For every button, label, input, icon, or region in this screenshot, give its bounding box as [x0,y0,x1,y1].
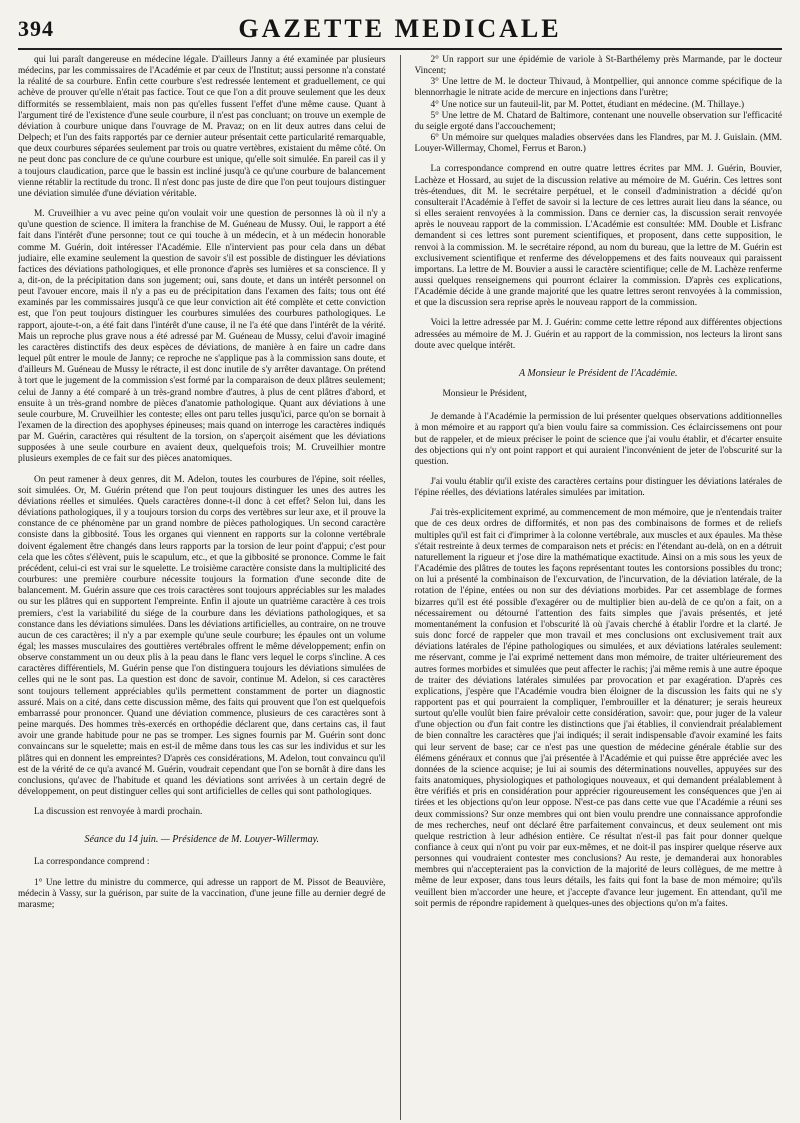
session-heading: Séance du 14 juin. — Présidence de M. Louyer-Willermay. [84,834,319,846]
letter-heading: A Monsieur le Président de l'Académie. [518,367,678,379]
paragraph: Voici la lettre adressée par M. J. Guérin: comme cette lettre répond aux différentes objections adressées au mémoire de M. J. Guérin et au rapport de la commission, nos lecteurs la liront sans doute avec quelque intérêt. [414,318,782,351]
list-item: 2° Un rapport sur une épidémie de variole à St-Barthélemy près Marmande, par le docteur Vincent; [414,55,782,77]
paragraph: J'ai voulu établir qu'il existe des caractères certains pour distinguer les déviations latérales de l'épine réelles, des déviations latérales simulées par imitation. [414,477,782,499]
left-column [18,55,386,1120]
list-item: 3° Une lettre de M. le docteur Thivaud, à Montpellier, qui annonce comme spécifique de la blennorrhagie le nitrate acide de mercure en injections dans l'urètre; [414,77,782,99]
paragraph: Je demande à l'Académie la permission de lui présenter quelques observations additionnelles à mon mémoire et au rapport qu'a bien voulu faire sa commission. Ces éclaircissemens ont pour but de rappeler, et de mieux préciser le point de science que j'ai voulu établir, et d'écarter ensuite des objections qui n'y ont point rapport et qui auraient l'inconvénient de jeter de l'obscurité sur la question. [414,412,782,467]
paragraph: La discussion est renvoyée à mardi prochain. [34,807,203,818]
list-item: 6° Un mémoire sur quelques maladies observées dans les Flandres, par M. J. Guislain. (MM. Louyer-Willermay, Chomel, Ferrus et Baron.) [414,133,782,155]
letter-greeting: Monsieur le Président, [442,389,527,400]
column-divider [400,55,401,1120]
paragraph: On peut ramener à deux genres, dit M. Adelon, toutes les courbures de l'épine, soit réelles, soit simulées. Or, M. Guérin prétend que l'on peut toujours distinguer les unes des autres les déviations réelles et simulées. Quels caractères donne-t-il donc à cet effet? Selon lui, dans les déviations pathologiques, il y a toujours torsion du corps des vertèbres sur leur axe, et il prouve la constance de ce phénomène par un grand nombre de pièces pathologiques. Un second caractère consiste dans la gibbosité. Tous les organes qui viennent en rapports sur la colonne vertébrale doivent également être changés dans leurs rapports par la torsion de leur point d'appui; c'est pour cela que les côtes s'élèvent, puis le scapulum, etc., et que la gibbosité se prononce. Comme le fait précédent, celui-ci est vrai sur le squelette. Le troisième caractère consiste dans la multiplicité des courbures: une première courbure nécessite toujours la formation d'une seconde dite de balancement. M. Guérin assure que ces trois caractères sont toujours appréciables sur les malades ou sur les plâtres qui en supportent l'empreinte. Enfin il ajoute un quatrième caractère à ces trois premiers, c'est la variabilité du siége de la courbure dans les déviations pathologiques, et sa constance dans les déviations simulées. Dans les déviations artificielles, au contraire, on ne trouve aucun de ces caractères; il n'y a par exemple qu'une seule courbure; les épaules ont un volume égal; les masses musculaires des gouttières vertébrales offrent le même développement; enfin on observe constamment un ou deux plis à la peau dans le flanc vers lequel le corps s'incline. A ces caractères différentiels, M. Guérin pense que l'on distinguera toujours les déviations simulées de celles qui ne le sont pas. La question est donc de savoir, continue M. Adelon, si ces caractères sont toujours tellement appréciables qu'ils permettent constamment de porter un diagnostic assuré. Mais on a cité, dans cette discussion même, des faits qui prouvent que l'on est quelquefois embarrassé pour prononcer. Quand une déviation commence, plusieurs de ces caractères sont à peine marqués. Des hommes très-exercés en orthopédie déclarent que, dans certains cas, il faut avoir une grande habitude pour ne pas se tromper. Les signes fournis par M. Guérin sont donc convaincans sur le squelette; mais en est-il de même dans tous les cas sur les individus et sur les plâtres qui en donnent les empreintes? D'après ces considérations, M. Adelon, tout convaincu qu'il est de la vérité de ce qu'a avancé M. Guérin, voudrait cependant que l'on se bornât à dire dans les conclusions, qu'avec de l'habitude et quand les déviations sont arrivées à un certain degré de développement, on peut distinguer celles qui sont artificielles de celles qui sont pathologiques. [18,474,386,797]
right-column [415,55,783,1120]
paragraph: La correspondance comprend en outre quatre lettres écrites par MM. J. Guérin, Bouvier, Lachèze et Hossard, au sujet de la discussion relative au mémoire de M. Guérin. Ces lettres sont très-étendues, dit M. le secrétaire perpétuel, et le conseil d'administration a décidé qu'on consulterait l'Académie à l'effet de savoir si la lecture de ces lettres aurait lieu dans la séance, ou si elles seraient renvoyées à la commission. Dans ce dernier cas, la discussion serait renvoyée après le nouveau rapport de la commission. L'Académie est consultée: MM. Double et Lisfranc demandent si ces lettres sont purement scientifiques, et proposent, dans cette supposition, le renvoi à la commission. M. le secrétaire répond, au nom du bureau, que la lettre de M. Guérin est exclusivement scientifique et renferme des développemens et des faits nouveaux qui paraissent importans. La lettre de M. Bouvier a aussi le caractère scientifique; celle de M. Lachèze renferme aussi quelques renseignemens qui pourront éclairer la commission. D'après ces explications, l'Académie décide à une grande majorité que les quatre lettres seront renvoyées à la commission, et que la discussion sera reprise après le nouveau rapport de la commission. [414,164,782,309]
paragraph: qui lui paraît dangereuse en médecine légale. D'ailleurs Janny a été examinée par plusieurs médecins, par les commissaires de l'Académie et par ceux de l'Institut; aussi personne n'a constaté la réalité de sa courbure. Enfin cette courbure s'est redressée lentement et graduellement, ce qui achève de prouver qu'elle n'était pas factice. Tout ce que l'on a dit prouve seulement que les deux difformités se ressemblaient, mais non pas qu'elles fussent l'effet d'une même cause. Quant à l'argument tiré de l'existence d'une seule courbure, il n'est pas concluant; on trouve un exemple de déviation à courbure unique dans l'ouvrage de M. Pravaz; on en lit deux autres dans celui de Delpech; et l'un des faits rapportés par ce dernier auteur présentait cette particularité remarquable, que deux courbures séparées seulement par trois ou quatre vertèbres, existaient du même côté. On ne peut donc pas conclure de ce qu'une courbure est unique, qu'elle soit simulée. En pareil cas il y a toujours claudication, parce que le bassin est incliné jusqu'à ce qu'une courbure de balancement vienne rétablir la rectitude du tronc. Il n'est donc pas juste de dire que l'on peut toujours distinguer une déviation simulée d'une déviation véritable. [18,55,386,199]
page-header [18,14,782,50]
list-item: 5° Une lettre de M. Chatard de Baltimore, contenant une nouvelle observation sur l'efficacité du seigle ergoté dans l'accouchement; [414,110,782,132]
journal-title: GAZETTE MEDICALE [238,14,562,43]
paragraph: La correspondance comprend : [34,857,150,868]
list-item: 1° Une lettre du ministre du commerce, qui adresse un rapport de M. Pissot de Beauvière, médecin à Vassy, sur la guérison, par suite de la vaccination, d'une jeune fille au dernier degré de marasme; [18,877,386,910]
list-item: 4° Une notice sur un fauteuil-lit, par M. Pottet, étudiant en médecine. (M. Thillaye.) [430,99,745,110]
paragraph: M. Cruveilhier a vu avec peine qu'on voulait voir une question de personnes là où il n'y a qu'une question de science. Il imitera la franchise de M. Guéneau de Mussy. Oui, le rapport a été fait dans l'intérêt d'une personne; tout ce qui touche à un médecin, et à un médecin honorable comme M. Guérin, doit intéresser l'Académie. Elle n'intervient pas pour cela dans un débat judiaire, elle examine seulement la question de savoir s'il est possible de distinguer les déviations factices des déviations pathologiques, et elle prononce d'après ses lumières et sa conscience. Il y a, dit-on, de la précipitation dans son jugement; oui, sans doute, et dans un intérêt personnel on peut l'avouer encore, mais il n'y a pas eu de précipitation dans l'examen des faits; tous ont été examinés par les commissaires jusqu'à ce que leur conviction ait été complète et cette conviction est, que l'on peut toujours distinguer les courbures simulées des courbures pathologiques. Le rapport, ajoute-t-on, a été fait dans l'intérêt d'une cause, il ne l'a été que dans l'intérêt de la vérité. Mais un reproche plus grave nous a été adressé par M. Guéneau de Mussy, celui d'avoir imaginé les caractères distinctifs des deux espèces de déviations, de manière à en faire un cadre dans lequel pût entrer le moule de Janny; ce reproche ne s'applique pas à la commission sans doute, et d'ailleurs M. Guéneau de Mussy le rétracte, il est donc inutile de s'y arrêter davantage. On prétend à tort que le jugement de la commission s'est formé par la comparaison de deux plâtres seulement; celui de Janny a été comparé à un très-grand nombre d'autres, à plus de cent plâtres d'abord, et ensuite à un très-grand nombre de pièces d'anatomie pathologique. Quant aux déviations à une seule courbure, M. Cruveilhier les conteste; elles ont paru telles jusqu'ici, parce qu'on se bornait à l'examen de la direction des apophyses épineuses; mais quand on interroge les caractères indiqués par M. Guérin, caractères qui résultent de la torsion, on s'aperçoit aisément que les déviations supposées à une seule courbure en avaient deux, quelquefois trois; M. Cruveilhier montre plusieurs exemples de ce fait sur des pièces anatomiques. [18,209,386,465]
text-columns [18,55,782,1120]
paragraph: J'ai très-explicitement exprimé, au commencement de mon mémoire, que je n'entendais traiter que de ces deux ordres de difformités, et non pas des combinaisons de formes et de reliefs multiples qu'il est fait ci d'imprimer à la colonne vertébrale, aux muscles et aux épaules. Ma thèse s'était restreinte à deux termes de comparaison nets et précis: en l'étendant au-delà, on en a détruit naturellement la rigueur et j'ose dire la mathématique exactitude. Ainsi on a mis sous les yeux de l'Académie des plâtres de toutes les façons représentant toutes les contorsions possibles du tronc; on lui a présenté la combinaison de l'excurvation, de l'incurvation, de la déviation latérale, de la rotation de l'épine, entées ou non sur des déviations morbides. Par cet assemblage de formes bizarres qu'il est été possible d'exagérer ou de multiplier bien au-delà de ce qu'on a fait, on a nécessairement ou détourné l'attention des faits simples que j'avais présentés, et jeté momentanément la confusion et l'obscurité là où j'avais cherché à établir l'ordre et la clarté. Je suis donc forcé de rappeler que mon travail et mes conclusions ont exclusivement trait aux déviations latérales de l'épine pathologiques ou simulées, et aux déviations latérales seulement: me réservant, comme je l'ai exprimé nettement dans mon mémoire, de traiter ultérieurement des autres formes morbides et simulées que peut affecter le rachis; j'ai même remis à une autre époque de traiter des déviations latérales simulées par provocation et par exagération. D'après ces explications, j'espère que l'Académie voudra bien éloigner de la discussion les faits qui ne s'y rapportent pas et qui pourraient la compliquer, l'embrouiller et la dénaturer; je serais heureux surtout qu'elle voulût bien faire prévaloir cette considération, savoir: que, pour juger de la valeur d'une objection ou d'un fait contre les distinctions que j'ai établies, il conviendrait préalablement de bien connaître les caractères que j'ai indiqués; il serait indispensable d'avoir examiné les faits qui leur servent de base; car ce n'est pas une question de médecine générale établie sur des élémens généraux et connus que j'ai présentée à l'Académie et qui puisse être appréciée avec les données de la science acquise; je lui ai soumis des déterminations nouvelles, appuyées sur des faits anatomiques, physiologiques et pathologiques nouveaux, et qui demandent préalablement à être vérifiés et pris en considération pour apprécier rigoureusement les conséquences que j'en ai tirées et les objections qu'on leur oppose. N'est-ce pas dans cette vue que l'Académie a réuni ses deux commissions? Sur onze membres qui ont bien voulu prendre une connaissance approfondie de mes recherches, neuf ont déclaré être parfaitement convaincus, et deux seulement ont mis quelque restriction à leur adhésion entière. Ce résultat n'est-il pas fait pour donner quelque confiance à ceux qui n'ont pu voir par eux-mêmes, et ne doit-il pas inspirer quelque réserve aux personnes qui voudraient contester mes conclusions? Au reste, je demanderai aux honorables membres qui n'accepteraient pas la conviction de la majorité de leurs collègues, de me mettre à même de leur exposer, dans tous leurs détails, les faits qui font la base de mon mémoire; qu'ils veuillent bien m'accorder une heure, et j'accepte d'avance leur jugement. En attendant, qu'il me soit permis de répondre rapidement à quelques-unes des objections qu'on m'a faites. [414,508,782,909]
page-number: 394 [18,16,54,41]
